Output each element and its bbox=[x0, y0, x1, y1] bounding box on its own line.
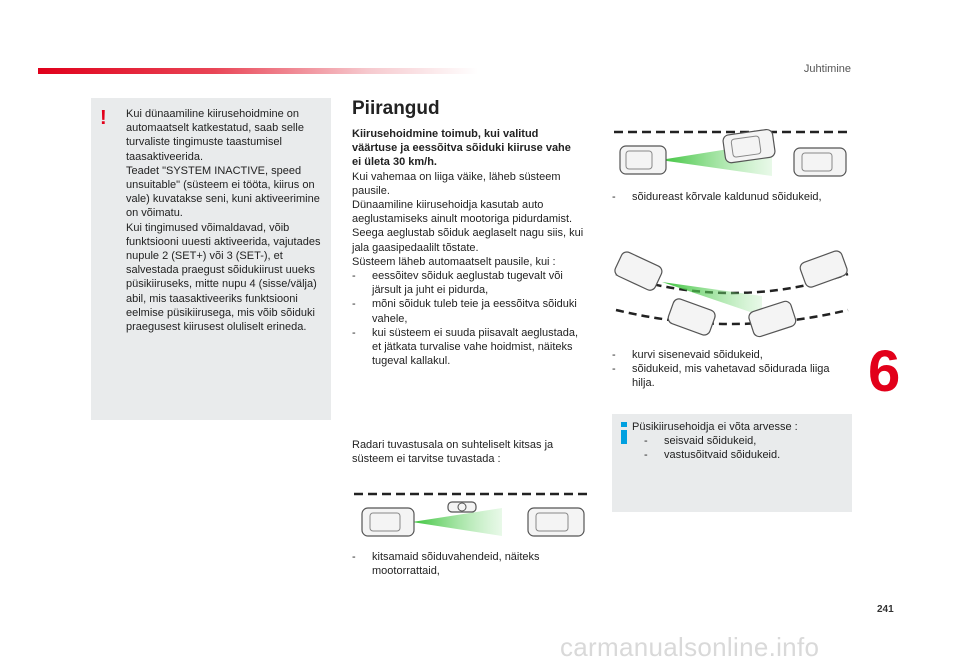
list-item: - eessõitev sõiduk aeglustab tugevalt või järsult ja juht ei pidurda, bbox=[352, 269, 597, 297]
info-item: vastusõitvaid sõidukeid. bbox=[664, 449, 781, 462]
bold-line: väärtuse ja eessõitva sõiduki kiiruse vahe bbox=[352, 142, 571, 155]
list-item: - vastusõitvaid sõidukeid. bbox=[644, 448, 842, 462]
header-accent-bar bbox=[38, 68, 478, 74]
info-item: seisvaid sõidukeid, bbox=[664, 435, 757, 448]
list-item-line: mõni sõiduk tuleb teie ja eessõitva sõiduki bbox=[372, 298, 577, 311]
list-item: - kurvi sisenevaid sõidukeid, bbox=[612, 348, 852, 362]
car-icon bbox=[613, 250, 664, 292]
list-item: - kui süsteem ei suuda piisavalt aeglustada, et jätkata turvalise vahe hoidmist, näiteks tugeval kallakul. bbox=[352, 326, 597, 369]
list-item-line: tugeval kallakul. bbox=[372, 355, 451, 368]
car-icon bbox=[620, 146, 666, 174]
section-title: Piirangud bbox=[352, 98, 440, 119]
warning-line: Teadet "SYSTEM INACTIVE, speed bbox=[126, 164, 302, 177]
warning-line: abil, mis taasaktiveeriks funktsiooni bbox=[126, 292, 298, 305]
caption-line: hilja. bbox=[632, 377, 655, 390]
radar-text bbox=[352, 438, 592, 466]
car-icon bbox=[794, 148, 846, 176]
curve-diagram bbox=[612, 252, 852, 342]
section-body bbox=[352, 127, 597, 368]
warning-line: nupule 2 (SET+) või 3 (SET-), et bbox=[126, 250, 283, 263]
chapter-title: Juhtimine bbox=[803, 63, 851, 75]
warning-text bbox=[126, 107, 326, 334]
warning-line: taasaktiveerida. bbox=[126, 150, 204, 163]
warning-line: on võimatu. bbox=[126, 207, 183, 220]
warning-line: unsuitable" (süsteem ei tööta, kiirus on bbox=[126, 179, 315, 192]
list-item-line: eessõitev sõiduk aeglustab tugevalt või bbox=[372, 270, 563, 283]
narrow-caption: - kitsamaid sõiduvahendeid, näiteks mootorrattaid, bbox=[352, 550, 612, 578]
warning-line: püsikiiruseks, mitte nupu 4 (sisse/välja) bbox=[126, 278, 317, 291]
lane-change-caption: - sõidureast kõrvale kaldunud sõidukeid, bbox=[612, 190, 872, 204]
info-icon bbox=[620, 422, 628, 444]
body-line: jala gaasipedaalilt tõstate. bbox=[352, 241, 479, 254]
page-number: 241 bbox=[877, 604, 894, 615]
warning-line: funktsiooni uuesti aktiveerida, vajutades bbox=[126, 235, 321, 248]
list-item-line: järsult ja juht ei pidurda, bbox=[372, 284, 489, 297]
watermark: carmanualsonline.info bbox=[560, 632, 820, 662]
warning-line: Kui tingimused võimaldavad, võib bbox=[126, 221, 290, 234]
radar-line: süsteem ei tarvitse tuvastada : bbox=[352, 453, 501, 466]
narrow-vehicle-diagram bbox=[352, 484, 592, 540]
body-line: Seega aeglustab sõiduk aeglaselt nagu siis, kui bbox=[352, 227, 584, 240]
body-line: Kui vahemaa on liiga väike, läheb süsteem bbox=[352, 170, 561, 183]
warning-line: Kui dünaamiline kiirusehoidmine on bbox=[126, 108, 300, 120]
warning-line: vale) kuvatakse seni, kuni aktiveerimine bbox=[126, 193, 320, 206]
body-line: pausile. bbox=[352, 184, 390, 197]
list-item-line: et jätkata turvalise vahe hoidmist, näiteks bbox=[372, 341, 573, 354]
bold-line: Kiirusehoidmine toimub, kui valitud bbox=[352, 128, 539, 140]
bold-line: ei ületa 30 km/h. bbox=[352, 156, 437, 169]
list-item-line: vahele, bbox=[372, 312, 408, 325]
exclamation-icon: ! bbox=[100, 107, 107, 129]
car-icon bbox=[667, 297, 717, 336]
caption-line: kitsamaid sõiduvahendeid, näiteks bbox=[372, 551, 540, 563]
warning-line: praegusest kiirusest oluliselt erineda. bbox=[126, 321, 307, 334]
body-line: aeglustamiseks ainult mootoriga pidurdamist. bbox=[352, 213, 573, 226]
list-item: - mõni sõiduk tuleb teie ja eessõitva sõiduki vahele, bbox=[352, 297, 597, 325]
caption-line: sõidukeid, mis vahetavad sõidurada liiga bbox=[632, 363, 830, 376]
warning-line: automaatselt katkestatud, saab selle bbox=[126, 122, 304, 135]
list-item-line: kui süsteem ei suuda piisavalt aeglustada, bbox=[372, 326, 579, 339]
car-icon bbox=[799, 249, 849, 288]
info-text bbox=[632, 420, 842, 463]
warning-line: salvestada praegust sõidukiirust uueks bbox=[126, 264, 315, 277]
list-item: - sõidukeid, mis vahetavad sõidurada liiga hilja. bbox=[612, 362, 852, 390]
info-title: Püsikiirusehoidja ei võta arvesse : bbox=[632, 421, 798, 433]
car-icon bbox=[362, 508, 414, 536]
list-item: - seisvaid sõidukeid, bbox=[644, 434, 842, 448]
warning-line: eelmise püsikiirusega, mis võib sõiduki bbox=[126, 306, 315, 319]
lane-change-diagram bbox=[612, 124, 852, 184]
body-line: Dünaamiline kiirusehoidja kasutab auto bbox=[352, 199, 544, 212]
warning-line: turvaliste tingimuste taastumisel bbox=[126, 136, 282, 149]
car-icon bbox=[528, 508, 584, 536]
motorcycle-icon bbox=[448, 502, 476, 512]
radar-line: Radari tuvastusala on suhteliselt kitsas ja bbox=[352, 439, 554, 451]
curve-caption bbox=[612, 348, 852, 391]
caption-line: sõidureast kõrvale kaldunud sõidukeid, bbox=[632, 191, 822, 203]
body-line: Süsteem läheb automaatselt pausile, kui : bbox=[352, 255, 556, 268]
chapter-number: 6 bbox=[868, 339, 901, 404]
caption-line: kurvi sisenevaid sõidukeid, bbox=[632, 349, 763, 361]
caption-line: mootorrattaid, bbox=[372, 565, 440, 578]
